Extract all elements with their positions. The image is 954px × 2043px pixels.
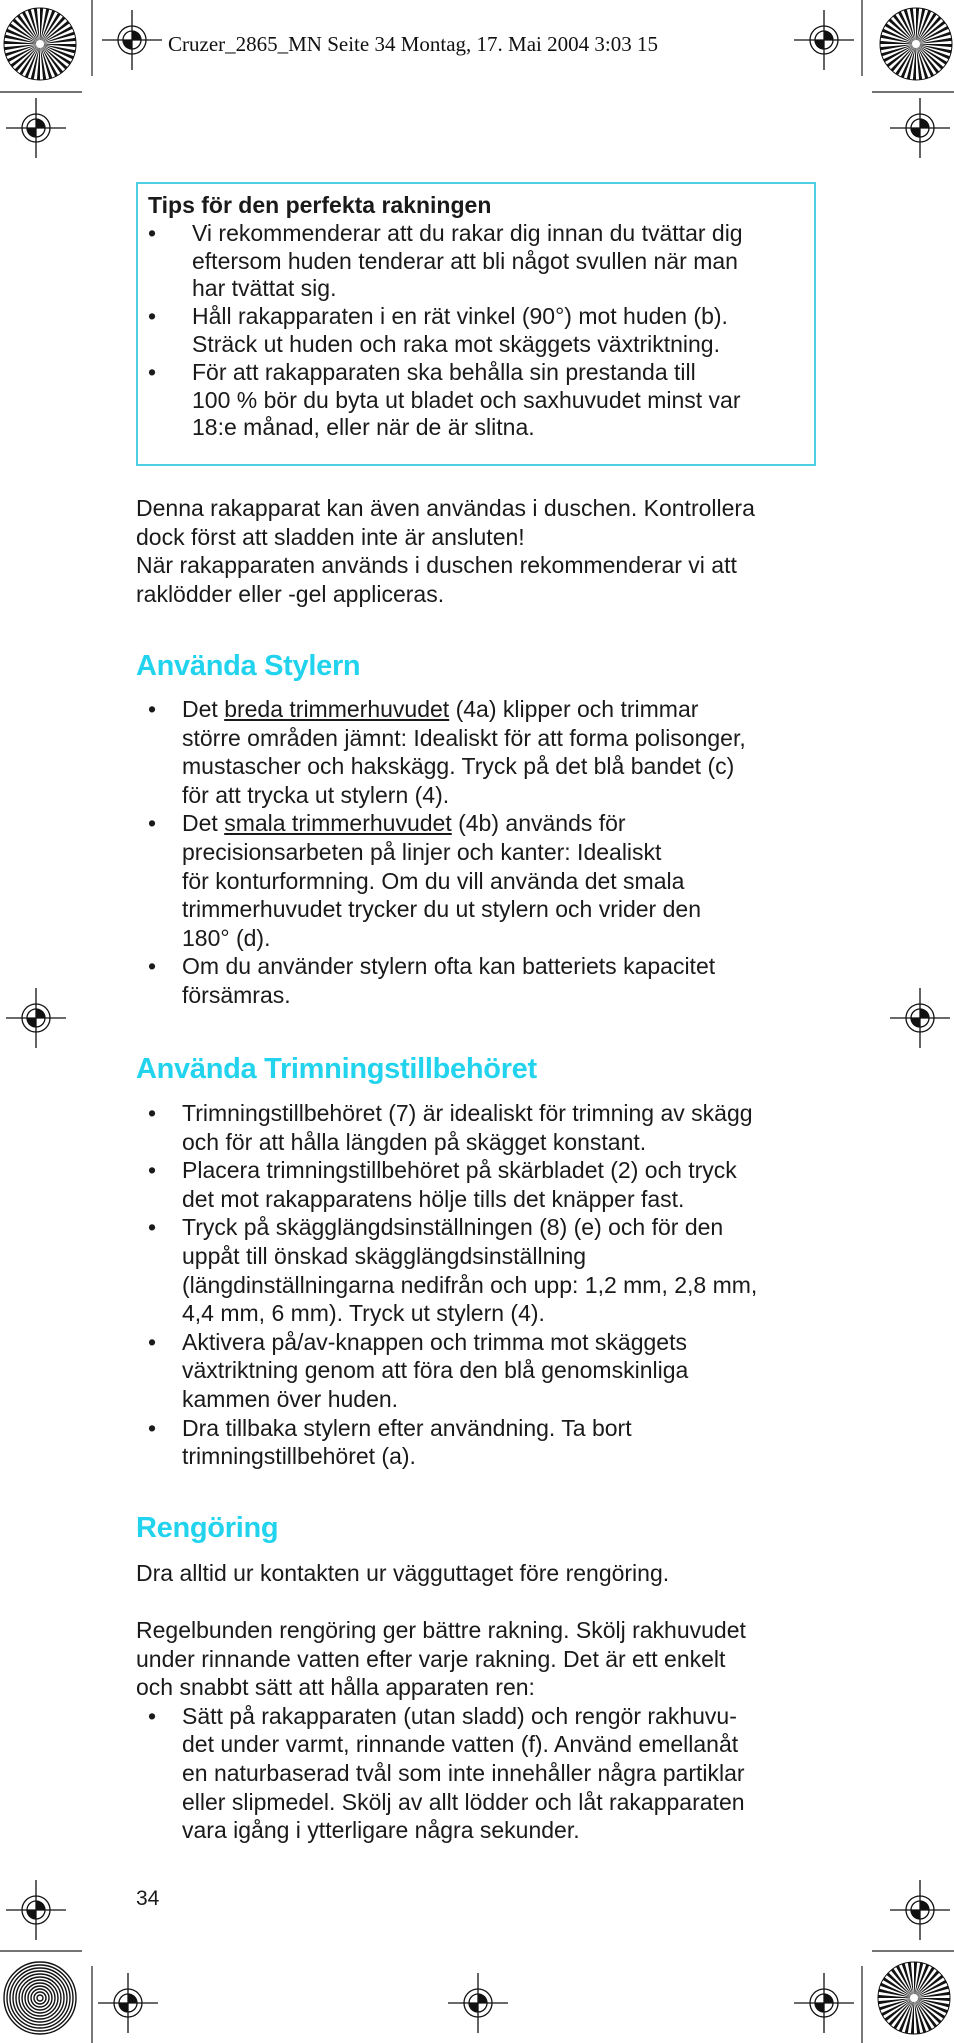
trimmer-list — [136, 1099, 826, 1471]
section-heading-cleaning: Rengöring — [136, 1512, 279, 1544]
tips-list — [148, 220, 804, 442]
list-item: • Placera trimningstillbehöret på skärbladet (2) och tryck det mot rakapparatens hölje tills det knäpper fast. — [136, 1156, 826, 1213]
list-item: • Sätt på rakapparaten (utan sladd) och rengör rakhuvu- det under varmt, rinnande vatten (f). Använd emellanåt en naturbaserad tvål som inte innehåller några partiklar eller slipmedel. Skölj av allt lödder och låt rakapparaten vara igång i ytterligare några sekunder. — [136, 1702, 826, 1845]
section-heading-styler: Använda Stylern — [136, 650, 361, 682]
list-item: • Dra tillbaka stylern efter användning. Ta bort trimningstillbehöret (a). — [136, 1414, 826, 1471]
list-item: • För att rakapparaten ska behålla sin prestanda till 100 % bör du byta ut bladet och saxhuvudet minst var 18:e månad, eller när de är slitna. — [148, 359, 804, 442]
list-item: • Trimningstillbehöret (7) är idealiskt för trimning av skägg och för att hålla längden på skägget konstant. — [136, 1099, 826, 1156]
section-heading-trimmer: Använda Trimningstillbehöret — [136, 1053, 537, 1085]
list-item: • Vi rekommenderar att du rakar dig innan du tvättar dig eftersom huden tenderar att bli något svullen när man har tvättat sig. — [148, 220, 804, 303]
list-item: • Håll rakapparaten i en rät vinkel (90°) mot huden (b). Sträck ut huden och raka mot skäggets växtriktning. — [148, 303, 804, 359]
styler-list — [136, 695, 826, 1010]
list-item: • Aktivera på/av-knappen och trimma mot skäggets växtriktning genom att föra den blå genomskinliga kammen över huden. — [136, 1328, 826, 1414]
term-narrow-trimmer: smala trimmerhuvudet — [224, 810, 452, 837]
shower-paragraph: Denna rakapparat kan även användas i duschen. Kontrollera dock först att sladden inte är ansluten! När rakapparaten används i duschen rekommenderar vi att raklödder eller -gel appliceras. — [136, 495, 755, 607]
page-number: 34 — [136, 1887, 160, 1910]
cleaning-intro: Dra alltid ur kontakten ur vägguttaget före rengöring. — [136, 1560, 670, 1586]
cleaning-section: Regelbunden rengöring ger bättre rakning. Skölj rakhuvudet under rinnande vatten efter varje rakning. Det är ett enkelt och snabbt sätt att hålla apparaten ren: • Sätt på rakapparaten (utan sladd) och rengör rakhuvu- det under varmt, rinnande vatten (f). Använd emellanåt en naturbaserad tvål som inte innehåller några partiklar eller slipmedel. Skölj av allt lödder och låt rakapparaten vara igång i ytterligare några sekunder. — [136, 1616, 826, 1845]
tips-title: Tips för den perfekta rakningen — [148, 192, 492, 218]
term-wide-trimmer: breda trimmerhuvudet — [224, 696, 450, 722]
trimmer-section — [136, 1099, 826, 1471]
list-item: • Det breda trimmerhuvudet (4a) klipper och trimmar större områden jämnt: Idealiskt för att forma polisonger, mustascher och hakskägg. Tryck på det blå bandet (c) för att trycka ut stylern (4). — [136, 695, 826, 809]
list-item: • Tryck på skägglängdsinställningen (8) (e) och för den uppåt till önskad skägglängdsinställning (längdinställningarna nedifrån och upp: 1,2 mm, 2,8 mm, 4,4 mm, 6 mm). Tryck ut stylern (4). — [136, 1213, 826, 1327]
list-item: • Om du använder stylern ofta kan batteriets kapacitet försämras. — [136, 952, 826, 1009]
list-item: • Det smala trimmerhuvudet (4b) används för precisionsarbeten på linjer och kanter: Idealiskt för konturformning. Om du vill använda det smala trimmerhuvudet trycker du ut stylern och vrider den 180° (d). — [136, 809, 826, 952]
cleaning-list — [136, 1702, 826, 1845]
styler-section — [136, 695, 826, 1010]
print-header: Cruzer_2865_MN Seite 34 Montag, 17. Mai 2004 3:03 15 — [168, 32, 658, 56]
tips-box — [136, 182, 816, 466]
